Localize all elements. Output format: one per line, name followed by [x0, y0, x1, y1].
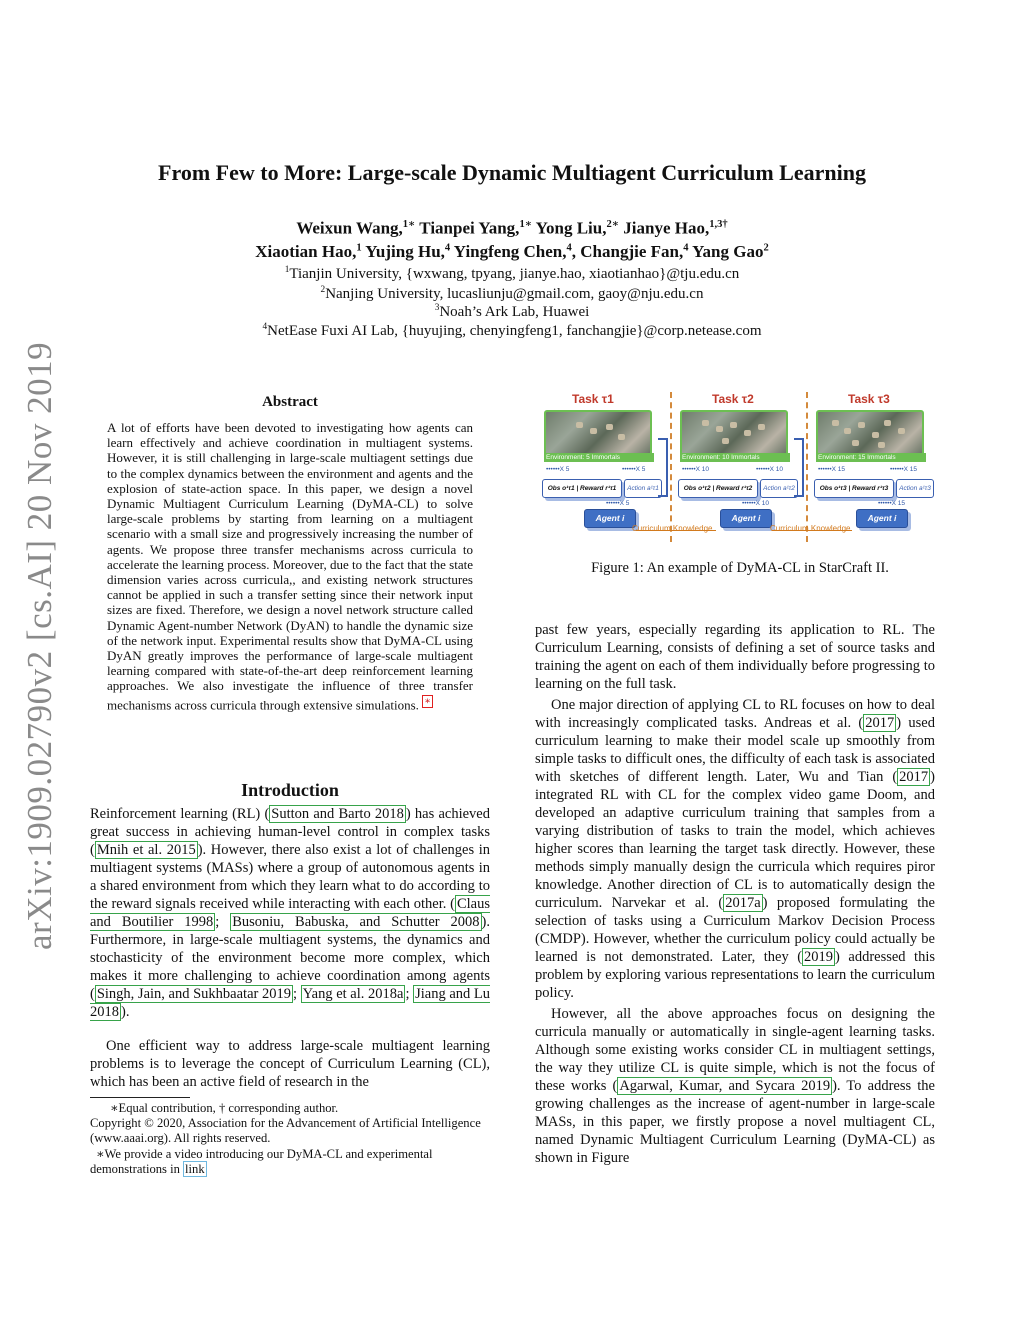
author-name: , Changjie Fan,: [571, 242, 684, 261]
agent-count-label: ••••••X 10: [742, 500, 770, 507]
unit-icon: [898, 428, 905, 434]
affiliation: [0, 285, 1024, 303]
introduction-paragraph: [90, 805, 490, 1021]
body-text: ).: [121, 1004, 130, 1020]
body-text: ) integrated RL with CL for the complex video game Doom, and developed an adaptive curriculum training that samples from a varying distribution of tasks to train the model, which achieves higher scores than learning the target task directly. However, these methods simply manually design the curricula which requires piror knowledge. Another direction of CL is to automatically design the curriculum. Narvekar et al. (: [535, 769, 935, 911]
citation-link[interactable]: 2019: [804, 949, 834, 965]
citation-link[interactable]: Sutton and Barto 2018: [271, 806, 404, 822]
affiliation: [0, 322, 1024, 340]
abstract-body: [107, 420, 473, 712]
author-affil-mark: 1∗: [402, 219, 416, 230]
affiliation-text: Tianjin University, {wxwang, tpyang, jianye.hao, xiaotianhao}@tju.edu.cn: [289, 266, 740, 282]
author-name: Jianye Hao,: [623, 218, 710, 238]
observation-reward-box: Obs o¹τ1 | Reward r¹τ1: [542, 479, 622, 498]
author-affil-mark: 4: [444, 242, 451, 254]
body-paragraph: [535, 696, 935, 1002]
unit-icon: [844, 428, 851, 434]
author-name: Yujing Hu,: [365, 242, 445, 261]
footnote-video: [90, 1147, 490, 1177]
agent-count-label: ••••••X 15: [818, 466, 846, 473]
agent-count-label: ••••••X 10: [756, 466, 784, 473]
affiliation-text: Noah’s Ark Lab, Huawei: [439, 304, 590, 320]
figure-caption: Figure 1: An example of DyMA-CL in StarCraft II.: [591, 560, 889, 576]
unit-icon: [606, 424, 613, 430]
body-text: ;: [292, 986, 301, 1002]
body-text: ). Furthermore, in large-scale multiagent systems, the dynamics and stochasticity of the environment become more complex, which makes it more challenging to achieve coordination among agents (: [90, 914, 490, 1002]
footnote-equal-contribution: ∗Equal contribution, † corresponding author.: [110, 1101, 339, 1115]
citation-link[interactable]: Mnih et al. 2015: [96, 842, 196, 858]
task-label: Task τ3: [848, 392, 890, 406]
unit-icon: [618, 434, 625, 440]
curriculum-knowledge-label: Curriculum Knowledge: [632, 524, 713, 533]
unit-icon: [878, 442, 885, 448]
body-text: ) has achieved great success in achieving human-level control in complex tasks (: [90, 806, 490, 858]
abstract-heading: Abstract: [262, 394, 318, 410]
body-text: ) addressed this problem by exploring various representations to learn the curriculum policy.: [535, 949, 936, 1001]
author-affil-mark: 4: [566, 242, 572, 254]
citation-link[interactable]: Claus and Boutilier 1998: [90, 896, 490, 930]
author-affil-mark: 2∗: [606, 219, 620, 230]
environment-caption: Environment: 15 Immortals: [816, 453, 926, 462]
affiliation-mark: 3: [434, 303, 440, 313]
affiliation: [0, 265, 1024, 283]
body-text: Reinforcement learning (RL) (: [90, 806, 270, 822]
citation-link[interactable]: 2017a: [725, 895, 761, 911]
unit-icon: [722, 438, 729, 444]
affiliation: [0, 303, 1024, 321]
body-paragraph: [535, 1005, 935, 1167]
author-name: Yong Liu,: [535, 218, 607, 238]
body-text: ;: [215, 914, 231, 930]
citation-link[interactable]: 2017: [865, 715, 895, 731]
author-name: Yang Gao: [692, 242, 764, 261]
introduction-paragraph: One efficient way to address large-scale multiagent learning problems is to leverage the concept of Curriculum Learning (CL), which has been an active field of research in the: [90, 1038, 490, 1090]
footnote-link[interactable]: ∗: [424, 695, 431, 707]
author-affil-mark: 1: [356, 242, 362, 254]
affiliation-text: NetEase Fuxi AI Lab, {huyujing, chenyingfeng1, fanchangjie}@corp.netease.com: [267, 323, 762, 339]
unit-icon: [832, 420, 839, 426]
action-box: Action a¹τ2: [760, 479, 798, 498]
unit-icon: [716, 426, 723, 432]
video-link[interactable]: link: [185, 1162, 205, 1176]
author-name: Weixun Wang,: [296, 218, 403, 238]
footnote-text: ∗We provide a video introducing our DyMA-CL and experimental demonstrations in: [90, 1147, 433, 1176]
author-affil-mark: 4: [683, 242, 689, 254]
agent-count-label: ••••••X 15: [890, 466, 918, 473]
unit-icon: [872, 432, 879, 438]
introduction-heading: Introduction: [241, 780, 339, 800]
citation-link[interactable]: Yang et al. 2018a: [302, 986, 404, 1002]
author-line-2: [0, 242, 1024, 262]
body-text: ). However, there also exist a lot of challenges in multiagent systems (MASs) where a group of autonomous agents in a shared environment from which they learn what to do according to the reward signals received while interacting with each other. (: [90, 842, 490, 912]
affiliation-mark: 4: [262, 322, 268, 332]
author-name: Yingfeng Chen,: [453, 242, 567, 261]
unit-icon: [852, 440, 859, 446]
feedback-arrow: [658, 438, 668, 497]
agent-count-label: ••••••X 10: [682, 466, 710, 473]
author-affil-mark: 1∗: [519, 219, 532, 230]
citation-link[interactable]: Agarwal, Kumar, and Sycara 2019: [619, 1078, 831, 1094]
author-line-1: [0, 218, 1024, 239]
curriculum-knowledge-label: Curriculum Knowledge: [770, 524, 851, 533]
paper-title: From Few to More: Large-scale Dynamic Multiagent Curriculum Learning: [158, 160, 866, 185]
agent-box: Agent i: [856, 509, 908, 528]
citation-link[interactable]: Jiang and Lu 2018: [90, 986, 491, 1020]
unit-icon: [730, 422, 737, 428]
citation-link[interactable]: Singh, Jain, and Sukhbaatar 2019: [96, 986, 291, 1002]
task-label: Task τ1: [572, 392, 614, 406]
unit-icon: [758, 424, 765, 430]
agent-count-label: ••••••X 5: [622, 466, 646, 473]
affiliation-mark: 1: [284, 265, 290, 275]
body-text: ;: [405, 986, 414, 1002]
observation-reward-box: Obs o¹τ3 | Reward r¹τ3: [814, 479, 894, 498]
environment-caption: Environment: 5 Immortals: [544, 453, 654, 462]
action-box: Action a¹τ1: [624, 479, 662, 498]
agent-box: Agent i: [720, 509, 772, 528]
arxiv-side-stamp: arXiv:1909.02790v2 [cs.AI] 20 Nov 2019: [20, 341, 59, 950]
body-text: ) proposed formulating the selection of tasks using a Curriculum Markov Decision Process (CMDP). However, whether the curriculum policy could actually be learned is not demonstrated. Later, they (: [535, 895, 935, 965]
affiliation-text: Nanjing University, lucasliunju@gmail.com, gaoy@nju.edu.cn: [325, 286, 704, 302]
body-paragraph: past few years, especially regarding its application to RL. The Curriculum Learning, consists of defining a set of source tasks and training the agent on each of them individually before progressing to learning on the full task.: [535, 622, 935, 692]
unit-icon: [858, 422, 865, 428]
author-affil-mark: 1,3†: [709, 219, 728, 230]
author-affil-mark: 2: [763, 242, 769, 254]
starcraft-environment-image: [544, 410, 652, 456]
body-text: ). To address the growing challenges as the increase of agent-number in large-scale MASs, in this paper, we firstly propose a novel multiagent CL, named Dynamic Multiagent Curriculum Learning (DyMA-CL) as shown in Figure: [535, 1078, 935, 1166]
feedback-arrow: [794, 438, 804, 497]
right-column: [535, 621, 935, 1170]
agent-count-label: ••••••X 5: [606, 500, 630, 507]
unit-icon: [576, 422, 583, 428]
agent-box: Agent i: [584, 509, 636, 528]
environment-caption: Environment: 10 Immortals: [680, 453, 790, 462]
figure-dyma-cl: [540, 390, 940, 550]
abstract-text: A lot of efforts have been devoted to investigating how agents can learn effectively and achieve coordination in multiagent systems. However, it is still challenging in large-scale multiagent settings due to the complex dynamics between the environment and agents and the explosion of state-action space. In this paper, we design a novel Dynamic Multiagent Curriculum Learning (DyMA-CL) to solve large-scale problems by starting from learning on a multiagent scenario with a small size and progressively increasing the number of agents. We propose three transfer mechanisms across curricula to accelerate the learning process. Moreover, due to the fact that the state dimension varies across curricula,, and existing network structures cannot be applied in such a transfer setting since their network input sizes are fixed. Therefore, we design a novel network structure called Dynamic Agent-number Network (DyAN) to handle the dynamic size of the network input. Experimental results show that DyMA-CL using DyAN greatly improves the performance of large-scale multiagent learning compared with state-of-the-art deep reinforcement learning approaches. We also investigate the influence of three transfer mechanisms across curricula through extensive simulations.: [107, 420, 473, 712]
unit-icon: [590, 428, 597, 434]
unit-icon: [744, 430, 751, 436]
unit-icon: [884, 420, 891, 426]
observation-reward-box: Obs o¹τ2 | Reward r¹τ2: [678, 479, 758, 498]
author-name: Tianpei Yang,: [419, 218, 520, 238]
unit-icon: [702, 420, 709, 426]
starcraft-environment-image: [680, 410, 788, 456]
footnote-divider: [90, 1097, 190, 1098]
agent-count-label: ••••••X 5: [546, 466, 570, 473]
body-text: One major direction of applying CL to RL focuses on how to deal with increasingly complicated tasks. Andreas et al. (: [535, 697, 935, 731]
footnote-copyright: Copyright © 2020, Association for the Advancement of Artificial Intelligence (www.aaai.org). All rights reserved.: [90, 1116, 481, 1145]
citation-link[interactable]: Busoniu, Babuska, and Schutter 2008: [232, 914, 480, 930]
body-text: However, all the above approaches focus on designing the curricula manually or automatically in single-agent learning tasks. Although some existing works consider CL in multiagent settings, the way they utilize CL is quite simple, which is not the focus of these works (: [535, 1006, 935, 1094]
starcraft-environment-image: [816, 410, 924, 456]
citation-link[interactable]: 2017: [899, 769, 929, 785]
author-name: Xiaotian Hao,: [255, 242, 357, 261]
task-label: Task τ2: [712, 392, 754, 406]
agent-count-label: ••••••X 15: [878, 500, 906, 507]
affiliation-mark: 2: [320, 285, 326, 295]
action-box: Action a¹τ3: [896, 479, 934, 498]
body-text: ) used curriculum learning to make their model scale up smoothly from simple tasks to difficult ones, the difficulty of each task is associated with sketches of different length. Later, Wu and Tian (: [535, 715, 935, 785]
